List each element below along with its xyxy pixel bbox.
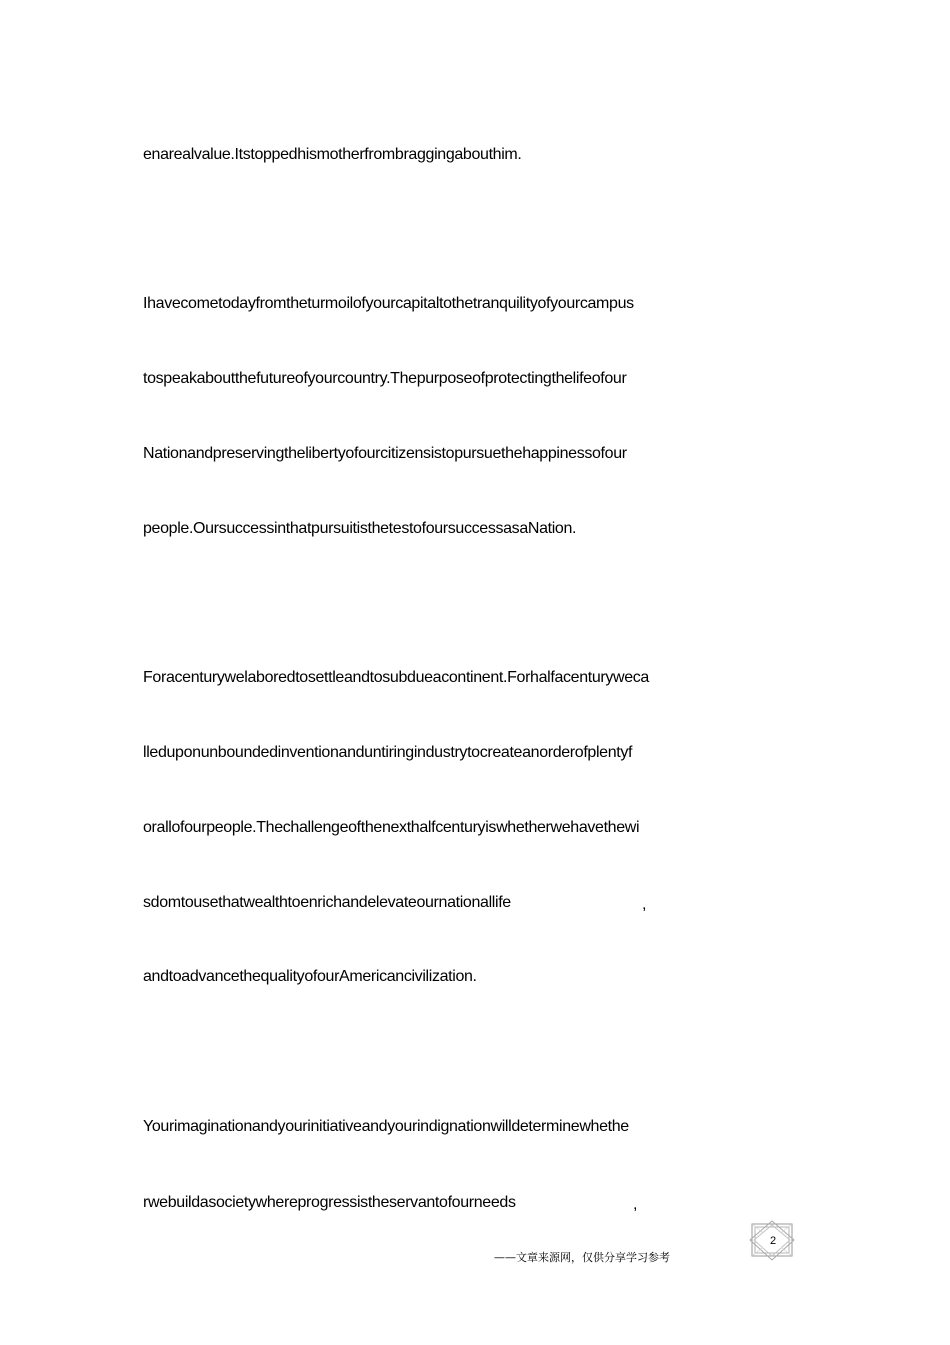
text-line: lleduponunboundedinventionanduntiringindustrytocreateanorderofplentyf	[143, 744, 633, 761]
text-line: orallofourpeople.Thechallengeofthenexthalfcenturyiswhetherwehavethewi	[143, 819, 640, 836]
text-line: tospeakaboutthefutureofyourcountry.Thepurposeofprotectingthelifeofour	[143, 370, 627, 387]
text-line: Nationandpreservingthelibertyofourcitizensistopursuethehappinessofour	[143, 445, 627, 462]
comma-mark: ,	[633, 1196, 638, 1213]
text-line: andtoadvancethequalityofourAmericancivilization.	[143, 968, 477, 985]
text-line: Foracenturywelaboredtosettleandtosubdueacontinent.Forhalfacenturyweca	[143, 669, 649, 686]
text-line: people.OursuccessinthatpursuitisthetestofoursuccessasaNation.	[143, 520, 577, 537]
page-number: 2	[769, 1235, 777, 1247]
text-line: Ihavecometodayfromtheturmoilofyourcapitaltothetranquilityofyourcampus	[143, 295, 634, 312]
text-line: sdomtousethatwealthtoenrichandelevateournationallife	[143, 894, 511, 911]
page-number-badge	[748, 1220, 798, 1262]
text-line: rwebuildasocietywhereprogressistheservantofourneeds	[143, 1194, 516, 1211]
footer-source-note: ——文章来源网，仅供分享学习参考	[494, 1251, 670, 1264]
text-line: enarealvalue.Itstoppedhismotherfrombraggingabouthim.	[143, 146, 522, 163]
text-line: Yourimaginationandyourinitiativeandyourindignationwilldeterminewhethe	[143, 1118, 629, 1135]
comma-mark: ,	[642, 896, 647, 913]
